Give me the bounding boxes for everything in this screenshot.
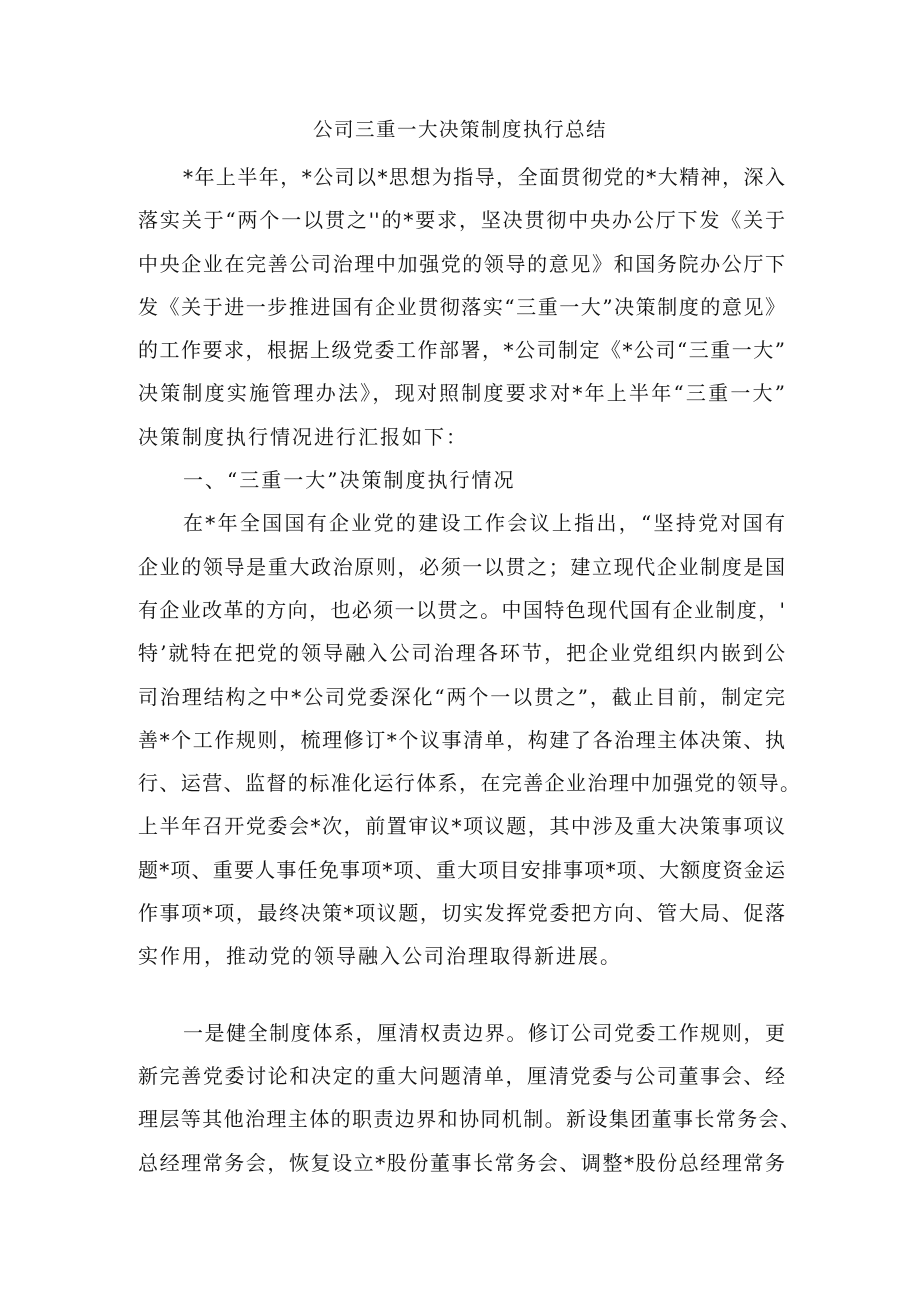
text-line: 司治理结构之中*公司党委深化“两个一以贯之”，截止目前，制定完 (138, 684, 785, 709)
text-line: 新完善党委讨论和决定的重大问题清单，厘清党委与公司董事会、经 (138, 1063, 785, 1088)
paragraph-body (138, 1012, 800, 1185)
text-line: *年上半年，*公司以*思想为指导，全面贯彻党的*大精神，深入 (183, 165, 785, 189)
text-line: 理层等其他治理主体的职责边界和协同机制。新设集团董事长常务会、 (138, 1107, 800, 1132)
text-line: 有企业改革的方向，也必须一以贯之。中国特色现代国有企业制度，' (138, 597, 785, 622)
text-line: 作事项*项，最终决策*项议题，切实发挥党委把方向、管大局、促落 (138, 901, 785, 926)
text-line: 的工作要求，根据上级党委工作部署，*公司制定《*公司“三重一大” (138, 338, 785, 363)
section-heading-text: 一、“三重一大”决策制度执行情况 (183, 468, 516, 493)
text-line: 特’就特在把党的领导融入公司治理各环节，把企业党组织内嵌到公 (138, 641, 785, 666)
paragraph-intro (138, 156, 785, 459)
paragraph-body (138, 502, 800, 978)
text-line: 题*项、重要人事任免事项*项、重大项目安排事项*项、大额度资金运 (138, 857, 785, 882)
text-line: 发《关于进一步推进国有企业贯彻落实“三重一大”决策制度的意见》 (138, 294, 785, 319)
text-line: 一是健全制度体系，厘清权责边界。修订公司党委工作规则，更 (183, 1020, 785, 1045)
document-title: 公司三重一大决策制度执行总结 (312, 118, 607, 141)
text-line: 行、运营、监督的标准化运行体系，在完善企业治理中加强党的领导。 (138, 771, 800, 796)
text-line: 落实关于“两个一以贯之''的*要求，坚决贯彻中央办公厅下发《关于 (138, 208, 785, 233)
document-body (138, 156, 800, 1185)
text-line: 上半年召开党委会*次，前置审议*项议题，其中涉及重大决策事项议 (138, 814, 785, 839)
text-line: 决策制度实施管理办法》，现对照制度要求对*年上半年“三重一大” (138, 381, 785, 406)
section-heading (138, 459, 785, 502)
text-line: 善*个工作规则，梳理修订*个议事清单，构建了各治理主体决策、执 (138, 727, 785, 752)
text-line: 实作用，推动党的领导融入公司治理取得新进展。 (138, 944, 622, 969)
text-line: 企业的领导是重大政治原则，必须一以贯之；建立现代企业制度是国 (138, 554, 785, 579)
text-line: 中央企业在完善公司治理中加强党的领导的意见》和国务院办公厅下 (138, 251, 785, 276)
text-line: 在*年全国国有企业党的建设工作会议上指出，“坚持党对国有 (183, 511, 785, 536)
text-line: 总经理常务会，恢复设立*股份董事长常务会、调整*股份总经理常务 (138, 1150, 785, 1175)
text-line: 决策制度执行情况进行汇报如下： (138, 424, 468, 449)
